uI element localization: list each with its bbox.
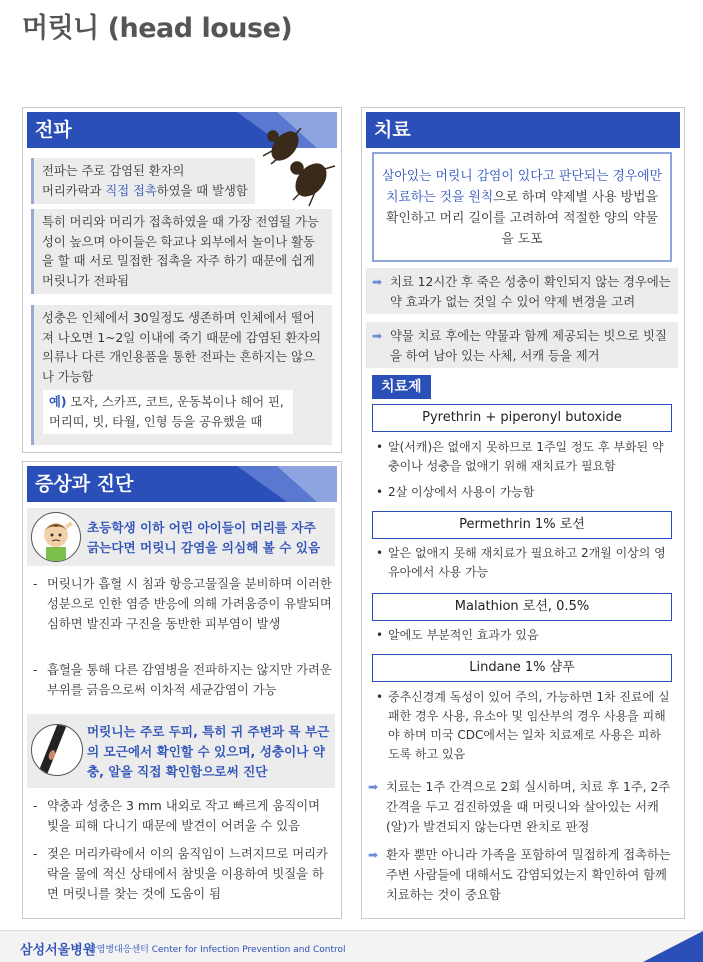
symptoms-bullet-3-text: 약충과 성충은 3 mm 내외로 작고 빠르게 움직이며 빛을 피해 다니기 때문에 발견이 어려울 수 있음 — [47, 799, 320, 833]
hair-strand-icon — [31, 724, 83, 776]
symptoms-callout-1: 초등학생 이하 어린 아이들이 머리를 자주 긁는다면 머릿니 감염을 의심해 볼 수 있음 — [87, 520, 321, 555]
transmission-panel — [22, 107, 342, 453]
drugs-tab: 치료제 — [372, 375, 431, 399]
transmission-box1-line2: 머리카락과 — [42, 183, 106, 198]
scratching-child-icon — [31, 512, 81, 562]
treatment-arrow-item-2 — [366, 326, 672, 366]
dot-marker: • — [376, 690, 384, 704]
drug-3-name: Malathion 로션, 0.5% — [372, 593, 672, 621]
transmission-box3-text: 성충은 인체에서 30일정도 생존하며 인체에서 떨어져 나오면 1~2일 이내에 죽기 때문에 감염된 환자의 의류나 다른 개인용품을 통한 전파는 흔하지는 않으나 가능함 — [42, 311, 322, 384]
transmission-box-2: 특히 머리와 머리가 접촉하였을 때 가장 전염될 가능성이 높으며 아이들은 학교나 외부에서 놀이나 활동을 할 때 서로 밀접한 접촉을 자주 하기 때문에 쉽게 머릿니가 전파됨 — [31, 209, 332, 294]
bullet-marker: - — [33, 847, 38, 861]
direct-contact-highlight: 직접 접촉 — [105, 183, 157, 198]
treatment-principle-box — [372, 152, 672, 262]
transmission-box1-line1: 전파는 주로 감염된 환자의 — [42, 164, 185, 178]
transmission-example — [43, 390, 293, 434]
symptoms-bullet-4-text: 젖은 머리카락에서 이의 움직임이 느려지므로 머리카락을 물에 적신 상태에서 참빗을 이용하여 빗질을 하면 머릿니를 찾는 것에 도움이 됨 — [47, 847, 328, 901]
drug-1-dot-1 — [376, 438, 670, 476]
transmission-box-1 — [31, 158, 255, 204]
arrow-right-icon: ➡ — [372, 329, 383, 343]
footer — [0, 930, 703, 962]
arrow-right-icon: ➡ — [368, 780, 379, 794]
dot-marker: • — [376, 440, 384, 454]
bullet-marker: - — [33, 577, 38, 591]
treatment-panel — [361, 107, 685, 919]
treatment-arrow-item-1 — [366, 272, 672, 312]
drug-2-name: Permethrin 1% 로션 — [372, 511, 672, 539]
treatment-principle-rest: 으로 하며 약제별 사용 방법을 확인하고 머리 길이를 고려하여 적절한 양의 약물을 도포 — [386, 190, 658, 247]
bullet-marker: - — [33, 663, 38, 677]
dot-marker: • — [376, 546, 384, 560]
symptoms-callout-2: 머릿니는 주로 두피, 특히 귀 주변과 목 부근의 모근에서 확인할 수 있으며, 성충이나 약충, 알을 직접 확인함으로써 진단 — [87, 724, 330, 779]
drug-4-dot-1 — [376, 688, 670, 764]
drug-2-dot-1 — [376, 544, 670, 582]
symptoms-bullet-1 — [33, 574, 333, 634]
drug-4-dot-1-text: 중추신경계 독성이 있어 주의, 가능하면 1차 진료에 실패한 경우 사용, 유소아 및 임산부의 경우 사용을 피해야 하며 미국 CDC에서는 일차 치료제로 사용은 피하도록 하고 있음 — [388, 690, 670, 761]
page-title: 머릿니 (head louse) — [22, 13, 293, 44]
symptoms-bullet-4 — [33, 844, 333, 904]
arrow-right-icon: ➡ — [368, 848, 379, 862]
example-text: 모자, 스카프, 코트, 운동복이나 헤어 핀, 머리띠, 빗, 타월, 인형 등을 공유했을 때 — [49, 395, 284, 429]
symptoms-bullet-2-text: 흡혈을 통해 다른 감염병을 전파하지는 않지만 가려운 부위를 긁음으로써 이차적 세균감염이 가능 — [47, 663, 332, 697]
arrow-right-icon: ➡ — [372, 275, 383, 289]
treatment-arrow-3-text: 치료는 1주 간격으로 2회 실시하며, 치료 후 1주, 2주 간격을 두고 검진하였을 때 머릿니와 살아있는 서캐(알)가 발견되지 않는다면 완치로 판정 — [386, 780, 671, 834]
drug-1-dot-1-text: 알(서캐)은 없애지 못하므로 1주일 정도 후 부화된 약충이나 성충을 없애기 위해 재치료가 필요함 — [388, 440, 664, 473]
symptoms-bullet-2 — [33, 660, 333, 700]
hospital-logo-text: 삼성서울병원 — [20, 943, 96, 958]
symptoms-panel — [22, 461, 342, 919]
transmission-title: 전파 — [35, 119, 72, 141]
treatment-arrow-item-3 — [362, 777, 672, 837]
drug-4-name: Lindane 1% 샴푸 — [372, 654, 672, 682]
footer-corner-decoration — [643, 931, 703, 962]
dot-marker: • — [376, 628, 384, 642]
center-name: 감염병대응센터 Center for Infection Prevention and Control — [88, 945, 346, 955]
treatment-arrow-2-text: 약물 치료 후에는 약물과 함께 제공되는 빗으로 빗질을 하여 남아 있는 사체, 서캐 등을 제거 — [390, 329, 667, 363]
treatment-arrow-item-4 — [362, 845, 672, 905]
treatment-title: 치료 — [374, 119, 411, 141]
drug-3-dot-1 — [376, 626, 670, 645]
drug-1-dot-2-text: 2살 이상에서 사용이 가능함 — [388, 485, 535, 499]
dot-marker: • — [376, 485, 384, 499]
treatment-principle-highlight: 살아있는 머릿니 감염이 있다고 판단되는 경우에만 치료하는 것을 원칙 — [382, 169, 662, 205]
drug-2-dot-1-text: 알은 없애지 못해 재치료가 필요하고 2개월 이상의 영유아에서 사용 가능 — [388, 546, 666, 579]
transmission-box1-post: 하였을 때 발생함 — [156, 183, 248, 198]
symptoms-title: 증상과 진단 — [35, 473, 134, 495]
symptoms-header — [27, 466, 337, 502]
header-stripe-decoration — [217, 466, 337, 502]
drug-1-dot-2 — [376, 483, 670, 502]
treatment-arrow-1-text: 치료 12시간 후 죽은 성충이 확인되지 않는 경우에는 약 효과가 없는 것일 수 있어 약제 변경을 고려 — [390, 275, 671, 309]
louse-icon — [253, 118, 343, 208]
drug-1-name: Pyrethrin + piperonyl butoxide — [372, 404, 672, 432]
treatment-header — [366, 112, 680, 148]
bullet-marker: - — [33, 799, 38, 813]
symptoms-bullet-3 — [33, 796, 333, 836]
symptoms-bullet-1-text: 머릿니가 흡혈 시 침과 항응고물질을 분비하며 이러한 성분으로 인한 염증 반응에 의해 가려움증이 유발되며 심하면 발진과 구진을 동반한 피부염이 발생 — [47, 577, 332, 631]
drug-3-dot-1-text: 알에도 부분적인 효과가 있음 — [388, 628, 539, 642]
treatment-arrow-4-text: 환자 뿐만 아니라 가족을 포함하여 밀접하게 접촉하는 주변 사람들에 대해서도 감염되었는지 확인하여 함께 치료하는 것이 중요함 — [386, 848, 671, 902]
example-label: 예) — [49, 395, 67, 409]
